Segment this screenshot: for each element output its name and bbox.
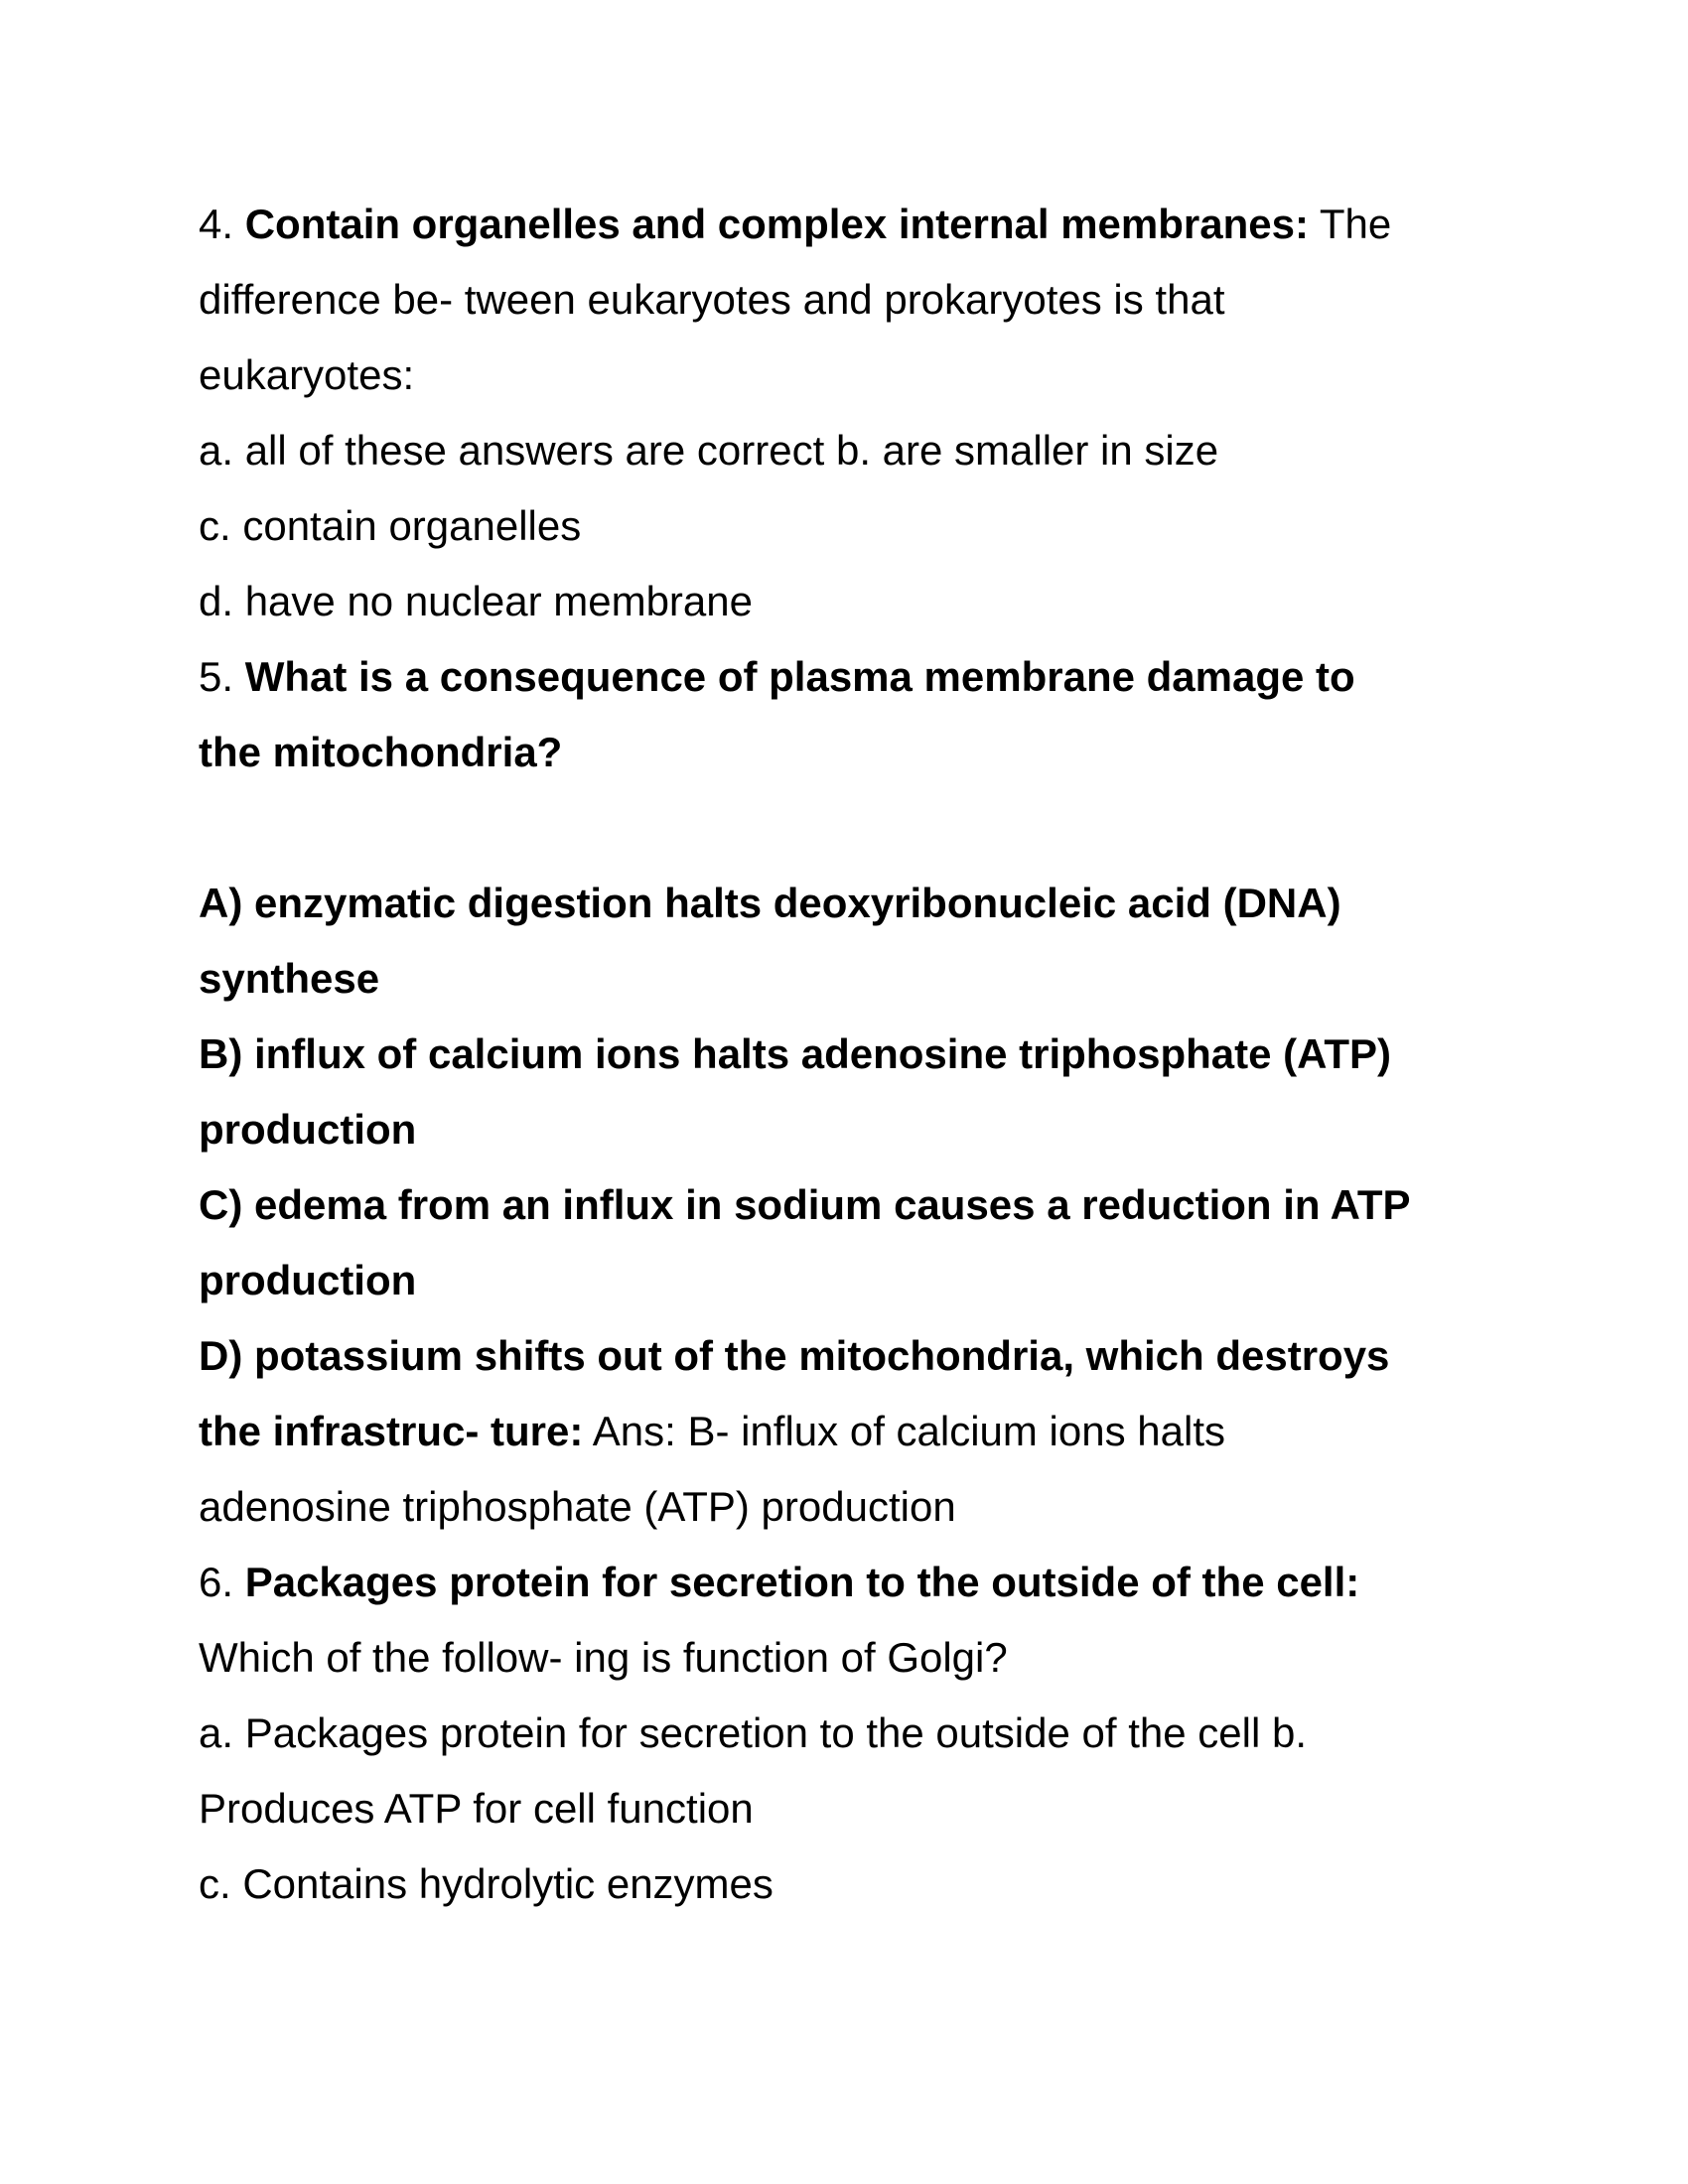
q5-option-d-line2: the infrastruc- ture:: [199, 1408, 584, 1454]
q5-title-line2: the mitochondria?: [199, 729, 563, 775]
q6-stem: Which of the follow- ing is function of Golgi?: [199, 1634, 1008, 1681]
q5-option-a-line2: synthese: [199, 955, 380, 1002]
q5-option-c-line2: production: [199, 1257, 417, 1303]
q4-title: Contain organelles and complex internal membranes:: [244, 201, 1309, 247]
q4-heading-line: [199, 187, 1509, 262]
q5-option-c-line1: C) edema from an influx in sodium causes a reduction in ATP: [199, 1181, 1411, 1228]
q5-option-d-line1: D) potassium shifts out of the mitochondria, which destroys: [199, 1332, 1390, 1379]
q6-option-a-b-line2: Produces ATP for cell function: [199, 1785, 754, 1832]
q4-stem-start: The: [1319, 201, 1392, 247]
q4-stem-line3: eukaryotes:: [199, 351, 415, 398]
q6-option-c: c. Contains hydrolytic enzymes: [199, 1860, 774, 1907]
q5-title-line1: What is a consequence of plasma membrane damage to: [244, 653, 1355, 700]
q5-heading-line: [199, 639, 1509, 715]
q6-number: 6.: [199, 1559, 234, 1605]
q5-option-b-line1: B) influx of calcium ions halts adenosine triphosphate (ATP): [199, 1030, 1391, 1077]
q4-option-a-b: a. all of these answers are correct b. are smaller in size: [199, 427, 1219, 474]
q5-number: 5.: [199, 653, 234, 700]
q4-option-d: d. have no nuclear membrane: [199, 578, 753, 624]
q5-answer-line2: adenosine triphosphate (ATP) production: [199, 1483, 956, 1530]
document-body: [199, 187, 1509, 1922]
q4-number: 4.: [199, 201, 234, 247]
blank-line: [199, 790, 1509, 866]
q4-stem-line2: difference be- tween eukaryotes and prokaryotes is that: [199, 276, 1225, 323]
q5-option-a-line1: A) enzymatic digestion halts deoxyribonucleic acid (DNA): [199, 880, 1341, 926]
q6-title: Packages protein for secretion to the outside of the cell:: [244, 1559, 1360, 1605]
q6-option-a-b-line1: a. Packages protein for secretion to the outside of the cell b.: [199, 1709, 1307, 1756]
q6-heading-line: [199, 1545, 1509, 1620]
q5-option-d-answer-line: [199, 1394, 1509, 1469]
q5-option-b-line2: production: [199, 1106, 417, 1153]
q5-answer-line1: Ans: B- influx of calcium ions halts: [592, 1408, 1225, 1454]
q4-option-c: c. contain organelles: [199, 502, 582, 549]
